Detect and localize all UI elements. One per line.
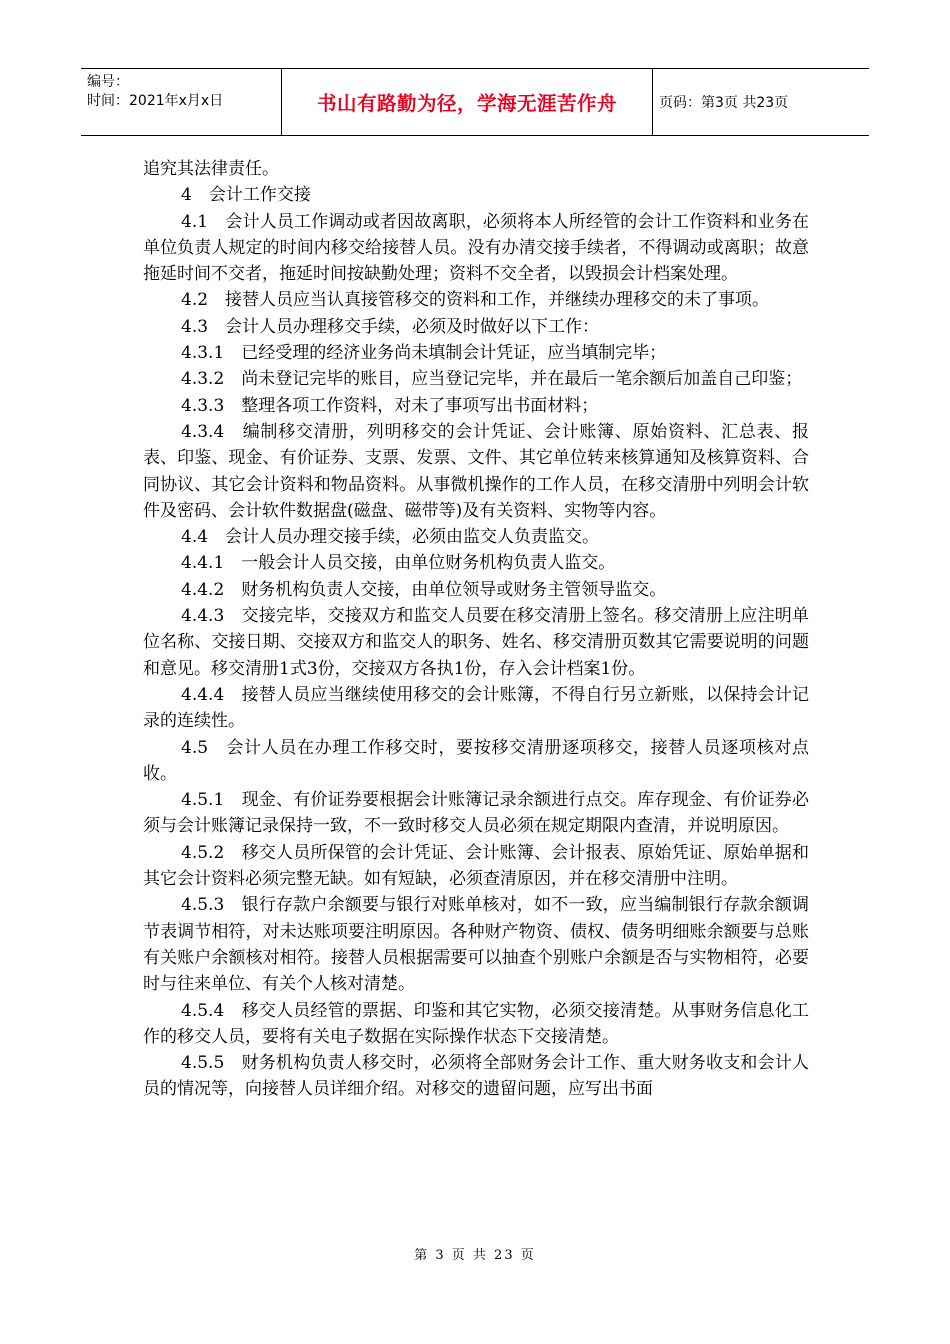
paragraph: 4.4.3 交接完毕，交接双方和监交人员要在移交清册上签名。移交清册上应注明单位名称、交接日期、交接双方和监交人的职务、姓名、移交清册页数其它需要说明的问题和意见。移交清册1式3份，交接双方各执1份，存入会计档案1份。 (143, 606, 809, 679)
document-body (143, 156, 809, 1103)
header-page-info: 页码：第3页 共23页 (659, 95, 789, 111)
paragraph: 4.4.4 接替人员应当继续使用移交的会计账簿，不得自行另立新账，以保持会计记录的连续性。 (143, 684, 809, 732)
paragraph: 4.5.4 移交人员经管的票据、印鉴和其它实物，必须交接清楚。从事财务信息化工作的移交人员，要将有关电子数据在实际操作状态下交接清楚。 (143, 1000, 809, 1047)
paragraph: 4.2 接替人员应当认真接管移交的资料和工作，并继续办理移交的未了事项。 (181, 290, 770, 311)
paragraph: 4.4 会计人员办理交接手续，必须由监交人负责监交。 (181, 527, 600, 548)
page-header (81, 68, 869, 136)
paragraph: 追究其法律责任。 (143, 159, 279, 179)
paragraph: 4.3.4 编制移交清册，列明移交的会计凭证、会计账簿、原始资料、汇总表、报表、印鉴、现金、有价证券、支票、发票、文件、其它单位转来核算通知及核算资料、合同协议、其它会计资料和物品资料。从事微机操作的工作人员，在移交清册中列明会计软件及密码、会计软件数据盘(磁盘、磁带等)及有关资料、实物等内容。 (143, 421, 809, 521)
paragraph: 4.5.5 财务机构负责人移交时，必须将全部财务会计工作、重大财务收支和会计人员的情况等，向接替人员详细介绍。对移交的遗留问题，应写出书面 (143, 1053, 809, 1100)
header-motto: 书山有路勤为径，学海无涯苦作舟 (282, 69, 653, 135)
paragraph: 4.3.3 整理各项工作资料，对未了事项写出书面材料； (181, 395, 599, 416)
paragraph: 4.4.1 一般会计人员交接，由单位财务机构负责人监交。 (181, 553, 616, 574)
section-heading: 4 会计工作交接 (181, 185, 311, 206)
document-number-label: 编号： (87, 74, 129, 90)
paragraph: 4.5.1 现金、有价证券要根据会计账簿记录余额进行点交。库存现金、有价证券必须与会计账簿记录保持一致，不一致时移交人员必须在规定期限内查清，并说明原因。 (143, 790, 809, 837)
paragraph: 4.3.2 尚未登记完毕的账目，应当登记完毕，并在最后一笔余额后加盖自己印鉴； (181, 369, 803, 390)
paragraph: 4.1 会计人员工作调动或者因故离职，必须将本人所经管的会计工作资料和业务在单位负责人规定的时间内移交给接替人员。没有办清交接手续者，不得调动或离职；故意拖延时间不交者，拖延时间按缺勤处理；资料不交全者，以毁损会计档案处理。 (143, 211, 809, 285)
paragraph: 4.5 会计人员在办理工作移交时，要按移交清册逐项移交，接替人员逐项核对点收。 (143, 737, 809, 784)
header-meta (81, 69, 282, 135)
paragraph: 4.3.1 已经受理的经济业务尚未填制会计凭证，应当填制完毕； (181, 343, 667, 364)
paragraph: 4.3 会计人员办理移交手续，必须及时做好以下工作： (181, 316, 600, 337)
document-date: 时间：2021年x月x日 (87, 93, 224, 109)
paragraph: 4.4.2 财务机构负责人交接，由单位领导或财务主管领导监交。 (181, 579, 667, 600)
page-footer: 第 3 页 共 23 页 (414, 1248, 536, 1263)
paragraph: 4.5.3 银行存款户余额要与银行对账单核对，如不一致，应当编制银行存款余额调节表调节相符，对未达账项要注明原因。各种财产物资、债权、债务明细账余额要与总账有关账户余额核对相符。接替人员根据需要可以抽查个别账户余额是否与实物相符，必要时与往来单位、有关个人核对清楚。 (143, 895, 809, 995)
paragraph: 4.5.2 移交人员所保管的会计凭证、会计账簿、会计报表、原始凭证、原始单据和其它会计资料必须完整无缺。如有短缺，必须查清原因，并在移交清册中注明。 (143, 842, 809, 890)
